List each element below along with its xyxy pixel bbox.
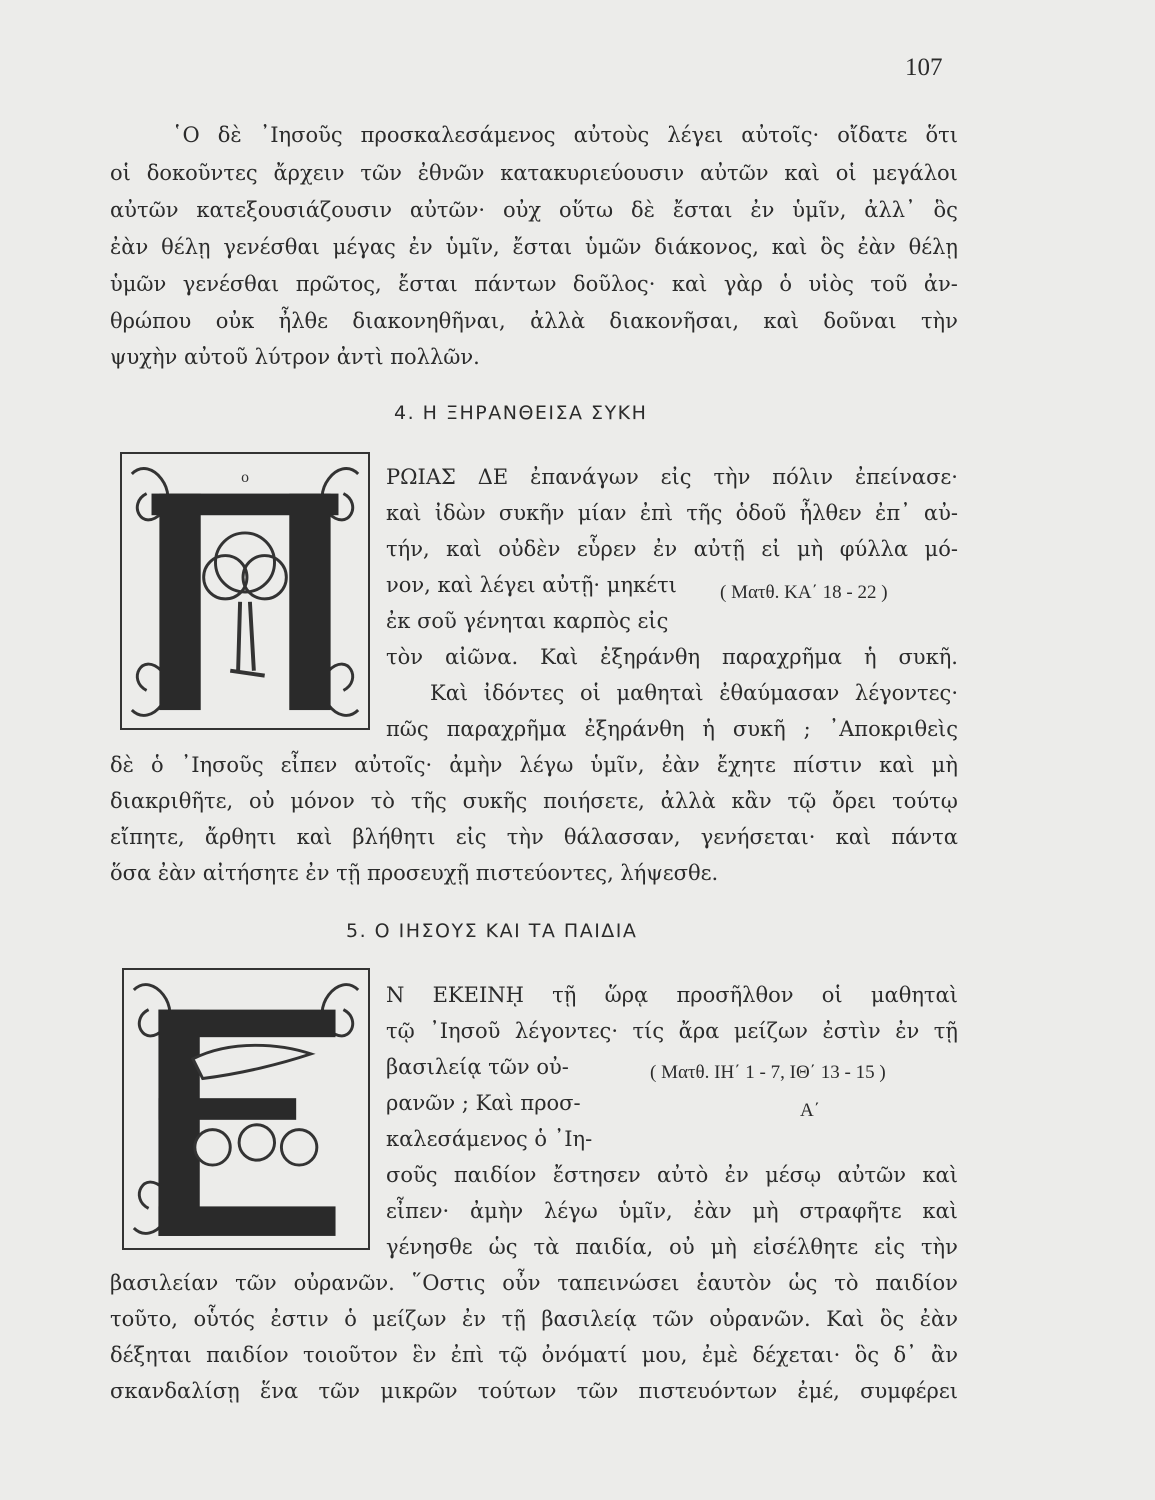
text-line: σκανδαλίσῃ ἕνα τῶν μικρῶν τούτων τῶν πιστευόντων ἐμέ, συμφέρει [110, 1379, 958, 1403]
text-line: ψυχὴν αὐτοῦ λύτρον ἀντὶ πολλῶν. [110, 345, 480, 369]
section-heading: 5. Ο ΙΗΣΟΥΣ ΚΑΙ ΤΑ ΠΑΙΔΙΑ [346, 920, 638, 942]
page-number: 107 [905, 54, 943, 81]
text-line: διακριθῆτε, οὐ μόνον τὸ τῆς συκῆς ποιήσετε, ἀλλὰ κἂν τῷ ὄρει τούτῳ [110, 789, 958, 813]
text-line: Καὶ ἰδόντες οἱ μαθηταὶ ἐθαύμασαν λέγοντες· [430, 681, 958, 705]
text-line: αὐτῶν κατεξουσιάζουσιν αὐτῶν· οὐχ οὕτω δὲ ἔσται ἐν ὑμῖν, ἀλλ᾿ ὃς [110, 198, 958, 222]
section-heading: 4. Η ΞΗΡΑΝΘΕΙΣΑ ΣΥΚΗ [394, 402, 648, 424]
drop-cap-pi [120, 452, 370, 730]
text-line: ἐὰν θέλῃ γενέσθαι μέγας ἐν ὑμῖν, ἔσται ὑμῶν διάκονος, καὶ ὃς ἐὰν θέλῃ [110, 235, 958, 259]
text-line: δὲ ὁ ᾿Ιησοῦς εἶπεν αὐτοῖς· ἀμὴν λέγω ὑμῖν, ἐὰν ἔχητε πίστιν καὶ μὴ [110, 753, 958, 777]
fig-tree-ornament-icon [122, 454, 368, 728]
text-line: βασιλείᾳ τῶν οὐ- [386, 1055, 569, 1079]
text-line: τὸν αἰῶνα. Καὶ ἐξηράνθη παραχρῆμα ἡ συκῆ. [386, 645, 958, 669]
svg-text:o: o [241, 468, 249, 486]
text-line: γένησθε ὡς τὰ παιδία, οὐ μὴ εἰσέλθητε εἰς τὴν [386, 1235, 958, 1259]
scripture-reference-sub: Α΄ [800, 1100, 821, 1121]
text-line: καὶ ἰδὼν συκῆν μίαν ἐπὶ τῆς ὁδοῦ ἦλθεν ἐπ᾿ αὐ- [386, 501, 958, 525]
text-line: ὅσα ἐὰν αἰτήσητε ἐν τῇ προσευχῇ πιστεύοντες, λήψεσθε. [110, 861, 719, 885]
drop-cap-epsilon [122, 968, 370, 1250]
text-line: σοῦς παιδίον ἔστησεν αὐτὸ ἐν μέσῳ αὐτῶν καὶ [386, 1163, 958, 1187]
text-line: ΡΩΙΑΣ ΔΕ ἐπανάγων εἰς τὴν πόλιν ἐπείνασε· [386, 465, 958, 489]
text-line: τοῦτο, οὗτός ἐστιν ὁ μείζων ἐν τῇ βασιλείᾳ τῶν οὐρανῶν. Καὶ ὃς ἐὰν [110, 1307, 958, 1331]
text-line: ἐκ σοῦ γένηται καρπὸς εἰς [386, 609, 669, 633]
text-line: εἴπητε, ἄρθητι καὶ βλήθητι εἰς τὴν θάλασσαν, γενήσεται· καὶ πάντα [110, 825, 958, 849]
text-line: ῾Ο δὲ ᾿Ιησοῦς προσκαλεσάμενος αὐτοὺς λέγει αὐτοῖς· οἴδατε ὅτι [172, 123, 958, 147]
text-line: βασιλείαν τῶν οὐρανῶν. ῞Οστις οὖν ταπεινώσει ἑαυτὸν ὡς τὸ παιδίον [110, 1271, 958, 1295]
text-line: τήν, καὶ οὐδὲν εὗρεν ἐν αὐτῇ εἰ μὴ φύλλα μό- [386, 537, 958, 561]
text-line: οἱ δοκοῦντες ἄρχειν τῶν ἐθνῶν κατακυριεύουσιν αὐτῶν καὶ οἱ μεγάλοι [110, 161, 958, 185]
text-line: τῷ ᾿Ιησοῦ λέγοντες· τίς ἄρα μείζων ἐστὶν ἐν τῇ [386, 1019, 958, 1043]
children-hand-ornament-icon [124, 970, 368, 1248]
scripture-reference: ( Ματθ. ΚΑ΄ 18 - 22 ) [720, 582, 888, 603]
text-line: νον, καὶ λέγει αὐτῇ· μηκέτι [386, 573, 677, 597]
scripture-reference: ( Ματθ. ΙΗ΄ 1 - 7, ΙΘ΄ 13 - 15 ) [650, 1062, 886, 1083]
text-line: ὑμῶν γενέσθαι πρῶτος, ἔσται πάντων δοῦλος· καὶ γὰρ ὁ υἱὸς τοῦ ἀν- [110, 272, 958, 296]
text-line: πῶς παραχρῆμα ἐξηράνθη ἡ συκῆ ; ᾿Αποκριθεὶς [386, 717, 958, 741]
text-line: δέξηται παιδίον τοιοῦτον ἓν ἐπὶ τῷ ὀνόματί μου, ἐμὲ δέχεται· ὃς δ᾿ ἂν [110, 1343, 958, 1367]
text-line: θρώπου οὐκ ἦλθε διακονηθῆναι, ἀλλὰ διακονῆσαι, καὶ δοῦναι τὴν [110, 309, 958, 333]
text-line: ρανῶν ; Καὶ προσ- [386, 1091, 581, 1115]
text-line: εἶπεν· ἀμὴν λέγω ὑμῖν, ἐὰν μὴ στραφῆτε καὶ [386, 1199, 958, 1223]
text-line: Ν ΕΚΕΙΝῌ τῇ ὥρᾳ προσῆλθον οἱ μαθηταὶ [386, 983, 958, 1007]
text-line: καλεσάμενος ὁ ᾿Ιη- [386, 1127, 593, 1151]
